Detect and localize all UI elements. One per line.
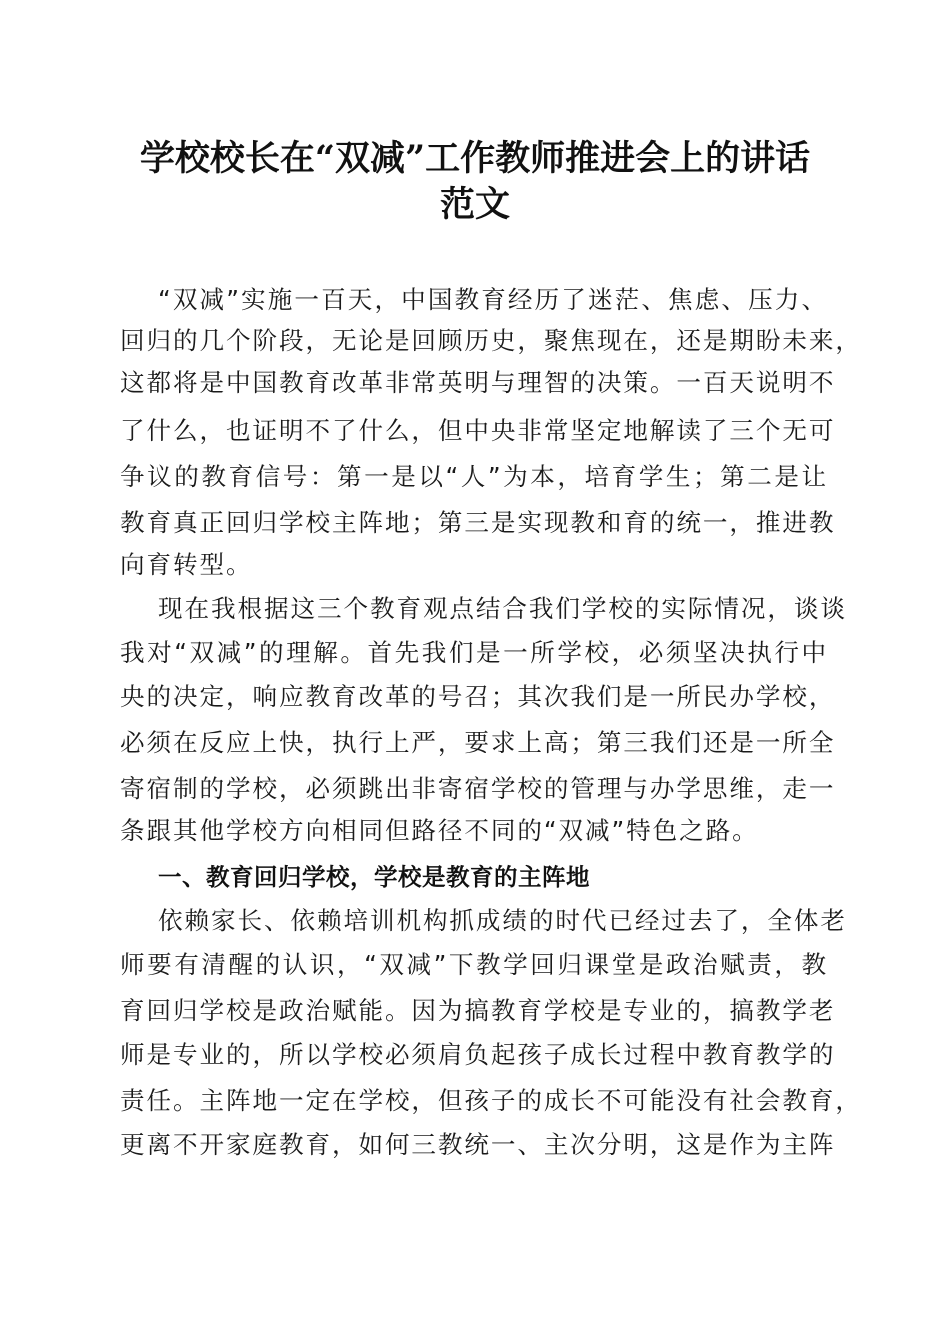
section-1-line-6: 更离不开家庭教育，如何三教统一、主次分明，这是作为主阵 [120, 1130, 836, 1159]
document-title-line-1: 学校校长在“双减”工作教师推进会上的讲话 [139, 138, 811, 179]
document-title-line-2: 范文 [439, 184, 510, 225]
paragraph-2-line-6: 条跟其他学校方向相同但路径不同的“双减”特色之路。 [120, 816, 759, 845]
paragraph-2-line-2: 我对“双减”的理解。首先我们是一所学校，必须坚决执行中 [120, 638, 828, 667]
paragraph-1-line-7: 向育转型。 [120, 550, 253, 579]
paragraph-1-line-5: 争议的教育信号：第一是以“人”为本，培育学生；第二是让 [120, 462, 828, 491]
section-1-line-1: 依赖家长、依赖培训机构抓成绩的时代已经过去了，全体老 [158, 906, 847, 935]
section-1-line-4: 师是专业的，所以学校必须肩负起孩子成长过程中教育教学的 [120, 1040, 836, 1069]
paragraph-1-line-1: “双减”实施一百天，中国教育经历了迷茫、焦虑、压力、 [158, 285, 828, 314]
paragraph-1-line-6: 教育真正回归学校主阵地；第三是实现教和育的统一，推进教 [120, 508, 836, 537]
paragraph-1-line-3: 这都将是中国教育改革非常英明与理智的决策。一百天说明不 [120, 368, 836, 397]
paragraph-1-line-2: 回归的几个阶段，无论是回顾历史，聚焦现在，还是期盼未来， [120, 326, 862, 355]
section-heading: 一、教育回归学校，学校是教育的主阵地 [158, 863, 590, 891]
paragraph-2-line-5: 寄宿制的学校，必须跳出非寄宿学校的管理与办学思维，走一 [120, 774, 836, 803]
section-1-line-2: 师要有清醒的认识，“双减”下教学回归课堂是政治赋责，教 [120, 950, 828, 979]
paragraph-2-line-1: 现在我根据这三个教育观点结合我们学校的实际情况，谈谈 [158, 594, 847, 623]
paragraph-1-line-4: 了什么，也证明不了什么，但中央非常坚定地解读了三个无可 [120, 416, 836, 445]
section-1-line-3: 育回归学校是政治赋能。因为搞教育学校是专业的，搞教学老 [120, 996, 836, 1025]
paragraph-2-line-3: 央的决定，响应教育改革的号召；其次我们是一所民办学校， [120, 682, 836, 711]
paragraph-2-line-4: 必须在反应上快，执行上严，要求上高；第三我们还是一所全 [120, 728, 836, 757]
section-1-line-5: 责任。主阵地一定在学校，但孩子的成长不可能没有社会教育， [120, 1086, 862, 1115]
